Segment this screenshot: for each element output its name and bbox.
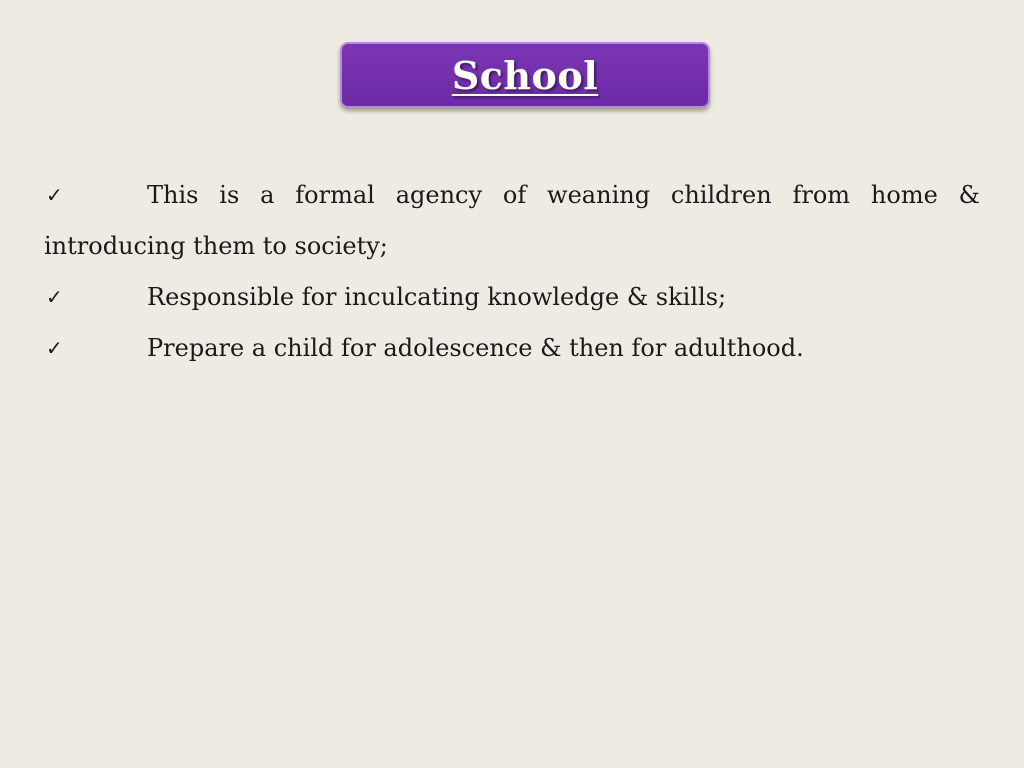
bullet-item-3	[44, 323, 980, 374]
bullet-text-3: Prepare a child for adolescence & then for adulthood.	[147, 334, 804, 362]
title-banner	[340, 42, 710, 108]
bullet-text-2: Responsible for inculcating knowledge & skills;	[147, 283, 727, 311]
bullet-text-1: This is a formal agency of weaning children from home & introducing them to society;	[44, 181, 980, 260]
bullet-list	[44, 170, 980, 374]
slide-title: School	[451, 52, 599, 98]
check-mark-icon: ✓	[46, 183, 63, 207]
bullet-item-2	[44, 272, 980, 323]
check-mark-icon: ✓	[46, 285, 63, 309]
bullet-item-1	[44, 170, 980, 272]
check-mark-icon: ✓	[46, 336, 63, 360]
